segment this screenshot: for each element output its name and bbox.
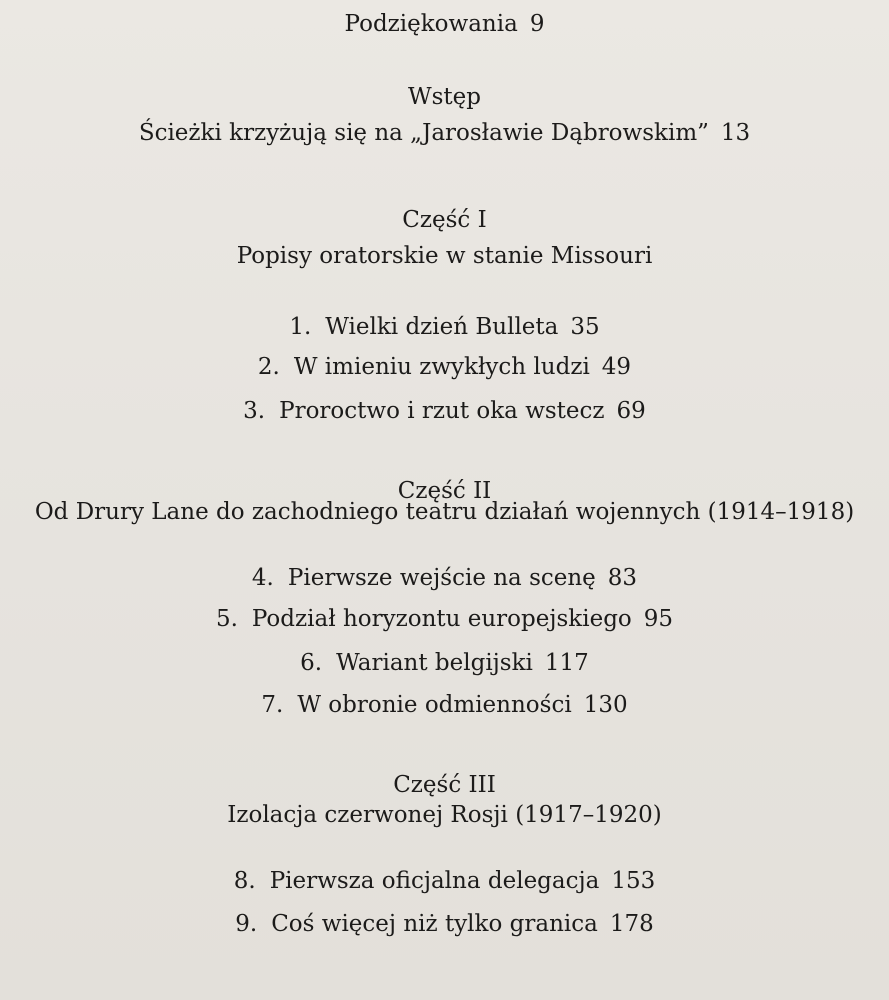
chapter-page: 69 [616, 398, 646, 424]
part-title: Izolacja czerwonej Rosji (1917–1920) [227, 802, 662, 828]
toc-entry-title: Ścieżki krzyżują się na „Jarosławie Dąbrowskim” [138, 120, 709, 146]
chapter-title: Podział horyzontu europejskiego [251, 606, 632, 632]
toc-chapter [0, 604, 889, 634]
toc-chapter [0, 648, 889, 678]
toc-chapter [0, 909, 889, 939]
chapter-number: 4. [251, 565, 274, 591]
chapter-number: 9. [235, 911, 258, 937]
toc-intro-entry [0, 118, 889, 148]
chapter-number: 2. [257, 354, 280, 380]
chapter-title: Proroctwo i rzut oka wstecz [279, 398, 605, 424]
chapter-title: Wariant belgijski [336, 650, 533, 676]
toc-chapter [0, 352, 889, 382]
part-label: Część II [397, 478, 492, 504]
chapter-page: 49 [601, 354, 632, 380]
chapter-title: Wielki dzień Bulleta [325, 314, 559, 340]
chapter-title: Pierwsze wejście na scenę [287, 565, 596, 591]
chapter-page: 178 [609, 911, 654, 937]
toc-chapter [0, 866, 889, 896]
chapter-title: Pierwsza oficjalna delegacja [269, 868, 600, 894]
toc-entry-page: 9 [529, 11, 545, 37]
intro-heading: Wstęp [407, 84, 482, 110]
chapter-page: 95 [643, 606, 674, 632]
part-title: Od Drury Lane do zachodniego teatru działań wojennych (1914–1918) [34, 499, 855, 525]
chapter-number: 5. [215, 606, 238, 632]
chapter-page: 35 [570, 314, 600, 340]
toc-entry-page: 13 [720, 120, 751, 146]
part-label: Część III [393, 772, 496, 798]
chapter-page: 153 [611, 868, 656, 894]
chapter-number: 1. [289, 314, 312, 340]
chapter-title: Coś więcej niż tylko granica [271, 911, 598, 937]
chapter-number: 7. [261, 692, 284, 718]
chapter-title: W imieniu zwykłych ludzi [293, 354, 590, 380]
part-label: Część I [402, 207, 487, 233]
chapter-page: 83 [607, 565, 638, 591]
toc-acknowledgements [0, 9, 889, 39]
chapter-number: 8. [233, 868, 256, 894]
chapter-number: 6. [300, 650, 323, 676]
toc-entry-title: Podziękowania [344, 11, 518, 37]
chapter-page: 130 [583, 692, 628, 718]
toc-chapter [0, 396, 889, 426]
chapter-page: 117 [544, 650, 589, 676]
chapter-title: W obronie odmienności [297, 692, 572, 718]
toc-chapter [0, 563, 889, 593]
toc-chapter [0, 312, 889, 342]
chapter-number: 3. [243, 398, 266, 424]
toc-chapter [0, 690, 889, 720]
part-title: Popisy oratorskie w stanie Missouri [236, 243, 653, 269]
